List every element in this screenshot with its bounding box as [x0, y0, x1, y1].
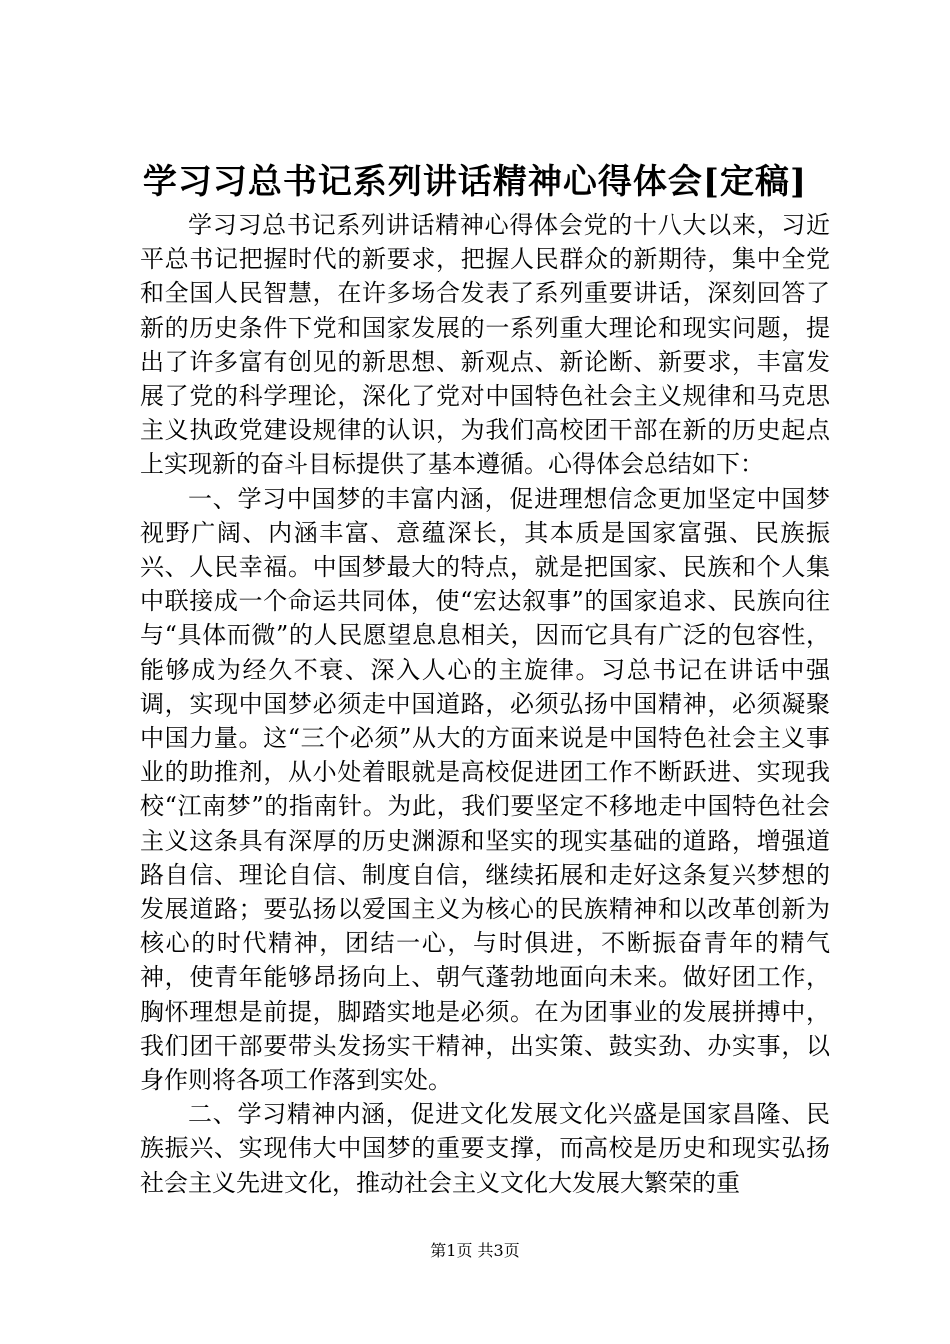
paragraph-section-2: 二、学习精神内涵，促进文化发展文化兴盛是国家昌隆、民族振兴、实现伟大中国梦的重要支撑，而高校是历史和现实弘扬社会主义先进文化，推动社会主义文化大发展大繁荣的重 [140, 1100, 830, 1197]
document-title: 学习习总书记系列讲话精神心得体会[定稿] [142, 162, 808, 202]
paragraph-section-1: 一、学习中国梦的丰富内涵，促进理想信念更加坚定中国梦视野广阔、内涵丰富、意蕴深长，其本质是国家富强、民族振兴、人民幸福。中国梦最大的特点，就是把国家、民族和个人集中联接成一个命运共同体，使“宏达叙事”的国家追求、民族向往与“具体而微”的人民愿望息息相关，因而它具有广泛的包容性，能够成为经久不衰、深入人心的主旋律。习总书记在讲话中强调，实现中国梦必须走中国道路，必须弘扬中国精神，必须凝聚中国力量。这“三个必须”从大的方面来说是中国特色社会主义事业的助推剂，从小处着眼就是高校促进团工作不断跃进、实现我校“江南梦”的指南针。为此，我们要坚定不移地走中国特色社会主义这条具有深厚的历史渊源和坚实的现实基础的道路，增强道路自信、理论自信、制度自信，继续拓展和走好这条复兴梦想的发展道路；要弘扬以爱国主义为核心的民族精神和以改革创新为核心的时代精神，团结一心，与时俱进，不断振奋青年的精气神，使青年能够昂扬向上、朝气蓬勃地面向未来。做好团工作，胸怀理想是前提，脚踏实地是必须。在为团事业的发展拼搏中，我们团干部要带头发扬实干精神，出实策、鼓实劲、办实事，以身作则将各项工作落到实处。 [140, 484, 830, 1095]
paragraph-intro: 学习习总书记系列讲话精神心得体会党的十八大以来，习近平总书记把握时代的新要求，把握人民群众的新期待，集中全党和全国人民智慧，在许多场合发表了系列重要讲话，深刻回答了新的历史条件下党和国家发展的一系列重大理论和现实问题，提出了许多富有创见的新思想、新观点、新论断、新要求，丰富发展了党的科学理论，深化了党对中国特色社会主义规律和马克思主义执政党建设规律的认识，为我们高校团干部在新的历史起点上实现新的奋斗目标提供了基本遵循。心得体会总结如下： [140, 211, 830, 479]
page-number: 第1页 共3页 [430, 1241, 520, 1260]
document-body [140, 208, 830, 1200]
